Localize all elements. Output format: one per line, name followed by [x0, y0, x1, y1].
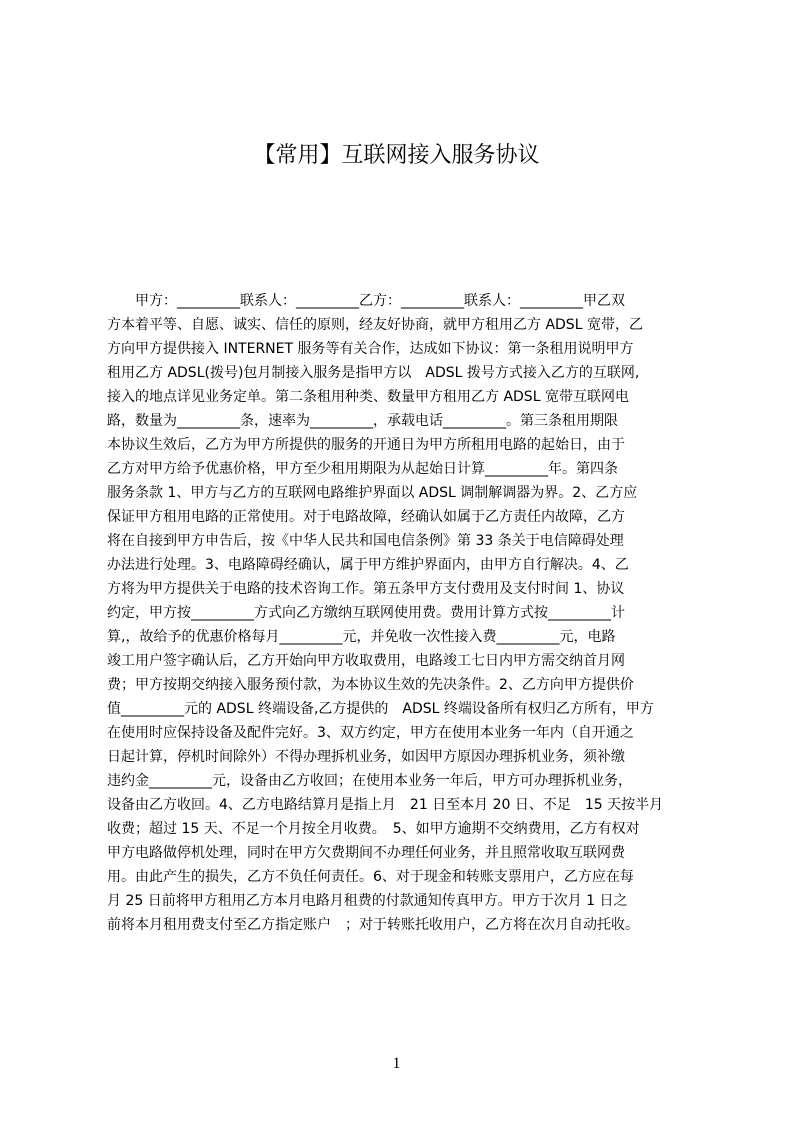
body-line: 算,，故给予的优惠价格每月_________元，并免收一次性接入费_________元，电路 — [107, 629, 616, 645]
body-line: 服务条款 1、甲方与乙方的互联网电路维护界面以 ADSL 调制解调器为界。2、乙方应 — [107, 485, 638, 501]
body-line: 乙方对甲方给予优惠价格，甲方至少租用期限为从起始日计算_________年。第四条 — [107, 461, 618, 477]
body-line: 路，数量为_________条，速率为_________，承载电话_________。第三条租用期限 — [107, 413, 618, 429]
body-line: 将在自接到甲方申告后，按《中华人民共和国电信条例》第 33 条关于电信障碍处理 — [107, 533, 624, 549]
body-line: 甲方电路做停机处理，同时在甲方欠费期间不办理任何业务，并且照常收取互联网费 — [107, 845, 625, 861]
document-title: 【常用】互联网接入服务协议 — [253, 143, 540, 168]
body-line: 竣工用户签字确认后，乙方开始向甲方收取费用，电路竣工七日内甲方需交纳首月网 — [107, 653, 625, 669]
body-line: 方将为甲方提供关于电路的技术咨询工作。第五条甲方支付费用及支付时间 1、协议 — [107, 581, 625, 597]
body-line: 租用乙方 ADSL(拨号)包月制接入服务是指甲方以 ADSL 拨号方式接入乙方的互联网, — [107, 365, 640, 381]
body-line: 值_________元的 ADSL 终端设备,乙方提供的 ADSL 终端设备所有权归乙方所有，甲方 — [107, 701, 654, 717]
body-line: 约定，甲方按_________方式向乙方缴纳互联网使用费。费用计算方式按_________计 — [107, 605, 625, 621]
body-line: 在使用时应保持设备及配件完好。3、双方约定，甲方在使用本业务一年内（自开通之 — [107, 725, 634, 741]
body-line: 日起计算，停机时间除外）不得办理拆机业务，如因甲方原因办理拆机业务，须补缴 — [107, 749, 625, 765]
body-line: 甲方：_________联系人：_________乙方：_________联系人：_________甲乙双 — [107, 293, 625, 309]
body-line: 费；甲方按期交纳接入服务预付款，为本协议生效的先决条件。2、乙方向甲方提供价 — [107, 677, 634, 693]
body-line: 本协议生效后，乙方为甲方所提供的服务的开通日为甲方所租用电路的起始日，由于 — [107, 437, 625, 453]
agreement-body — [107, 289, 697, 1011]
body-line: 办法进行处理。3、电路障碍经确认，属于甲方维护界面内，由甲方自行解决。4、乙 — [107, 557, 629, 573]
body-line: 收费；超过 15 天、不足一个月按全月收费。 5、如甲方逾期不交纳费用，乙方有权对 — [107, 821, 640, 837]
body-line: 违约金_________元，设备由乙方收回；在使用本业务一年后，甲方可办理拆机业务， — [107, 773, 632, 789]
body-line: 用。由此产生的损失，乙方不负任何责任。6、对于现金和转账支票用户，乙方应在每 — [107, 869, 634, 885]
body-line: 方本着平等、自愿、诚实、信任的原则，经友好协商，就甲方租用乙方 ADSL 宽带，乙 — [107, 317, 643, 333]
body-line: 前将本月租用费支付至乙方指定账户 ；对于转账托收用户，乙方将在次月自动托收。 — [107, 917, 639, 933]
page-number: 1 — [392, 1055, 401, 1072]
body-line: 接入的地点详见业务定单。第二条租用种类、数量甲方租用乙方 ADSL 宽带互联网电 — [107, 389, 629, 405]
body-line: 方向甲方提供接入 INTERNET 服务等有关合作，达成如下协议：第一条租用说明甲方 — [107, 341, 634, 357]
body-line: 设备由乙方收回。4、乙方电路结算月是指上月 21 日至本月 20 日、不足 15 天按半月 — [107, 797, 664, 813]
body-line: 月 25 日前将甲方租用乙方本月电路月租费的付款通知传真甲方。甲方于次月 1 日之 — [107, 893, 628, 909]
body-line: 保证甲方租用电路的正常使用。对于电路故障，经确认如属于乙方责任内故障，乙方 — [107, 509, 625, 525]
